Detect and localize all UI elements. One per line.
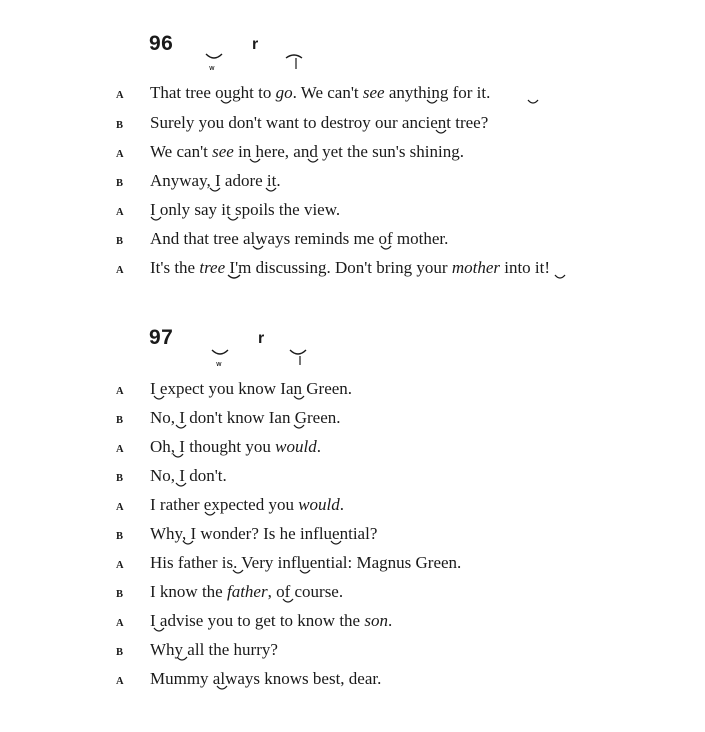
rise-mark <box>286 55 302 58</box>
speaker-label: B <box>116 120 124 131</box>
linking-marks <box>0 378 705 408</box>
dialogue-text: Mummy always knows best, dear. <box>150 669 382 688</box>
dialogue-line <box>0 141 705 167</box>
linking-marks <box>0 436 705 466</box>
dialogue-line <box>0 228 705 254</box>
dialogue-text: Why all the hurry? <box>150 640 278 659</box>
dialogue-line <box>0 407 705 433</box>
speaker-label: A <box>116 207 125 218</box>
linking-marks <box>0 465 705 495</box>
dialogue-line <box>0 639 705 665</box>
dialogue-line <box>0 581 705 607</box>
linking-marks <box>0 170 705 200</box>
speaker-label: A <box>116 444 125 455</box>
dialogue-text: Oh, I thought you would. <box>150 437 321 456</box>
marker-letter: r <box>252 36 259 53</box>
dialogue-line <box>0 257 705 283</box>
linking-marks <box>0 581 705 611</box>
dialogue-text: His father is. Very influential: Magnus Green. <box>150 553 462 572</box>
exercise-97 <box>0 322 705 688</box>
dialogue-text: I expect you know Ian Green. <box>150 379 353 398</box>
exercise-96 <box>0 28 705 277</box>
exercise-header <box>0 322 705 368</box>
exercise-number: 97 <box>149 326 174 349</box>
dialogue-line <box>0 199 705 225</box>
fall-rise-mark <box>212 350 228 354</box>
speaker-label: B <box>116 531 124 542</box>
speaker-label: B <box>116 589 124 600</box>
dialogue-text: Anyway, I adore it. <box>150 171 281 190</box>
dialogue-text: I rather expected you would. <box>150 495 345 514</box>
w-glyph: w <box>216 360 222 368</box>
fall-rise-mark <box>206 54 222 58</box>
dialogue-line <box>0 668 705 694</box>
speaker-label: A <box>116 502 125 513</box>
dialogue-line <box>0 465 705 491</box>
dialogue-text: It's the tree I'm discussing. Don't bring your mother into it! <box>150 258 551 277</box>
dialogue-text: No, I don't. <box>150 466 227 485</box>
linking-marks <box>0 407 705 437</box>
dialogue-line <box>0 170 705 196</box>
dialogue-text: Why, I wonder? Is he influential? <box>150 524 378 543</box>
dialogue-text: I know the father, of course. <box>150 582 344 601</box>
exercise-number: 96 <box>149 32 174 55</box>
dialogue-text: I advise you to get to know the son. <box>150 611 393 630</box>
speaker-label: A <box>116 676 125 687</box>
dialogue-text: Surely you don't want to destroy our ancient tree? <box>150 113 489 132</box>
speaker-label: A <box>116 560 125 571</box>
speaker-label: A <box>116 618 125 629</box>
w-glyph: w <box>209 64 215 72</box>
exercise-header <box>0 28 705 72</box>
linking-marks <box>0 494 705 524</box>
speaker-label: B <box>116 236 124 247</box>
marker-letter: r <box>258 330 265 347</box>
speaker-label: A <box>116 386 125 397</box>
dialogue-text: I only say it spoils the view. <box>150 200 341 219</box>
dialogue-line <box>0 523 705 549</box>
speaker-label: B <box>116 178 124 189</box>
speaker-label: A <box>116 265 125 276</box>
dialogue-text: That tree ought to go. We can't see anything for it. <box>150 83 491 102</box>
linking-marks <box>0 639 705 669</box>
dialogue-text: No, I don't know Ian Green. <box>150 408 341 427</box>
speaker-label: B <box>116 647 124 658</box>
linking-marks <box>0 199 705 229</box>
dialogue-line <box>0 552 705 578</box>
dialogue-line <box>0 436 705 462</box>
dialogue-line <box>0 494 705 520</box>
speaker-label: A <box>116 149 125 160</box>
dialogue-line <box>0 112 705 138</box>
intonation-marks <box>0 322 705 368</box>
intonation-marks <box>0 28 705 72</box>
dialogue-text: We can't see in here, and yet the sun's shining. <box>150 142 464 161</box>
dialogue-text: And that tree always reminds me of mother. <box>150 229 449 248</box>
speaker-label: A <box>116 90 125 101</box>
dialogue-line <box>0 610 705 636</box>
dialogue-line <box>0 82 705 108</box>
speaker-label: B <box>116 473 124 484</box>
fall-mark <box>290 350 306 354</box>
speaker-label: B <box>116 415 124 426</box>
dialogue-line <box>0 378 705 404</box>
